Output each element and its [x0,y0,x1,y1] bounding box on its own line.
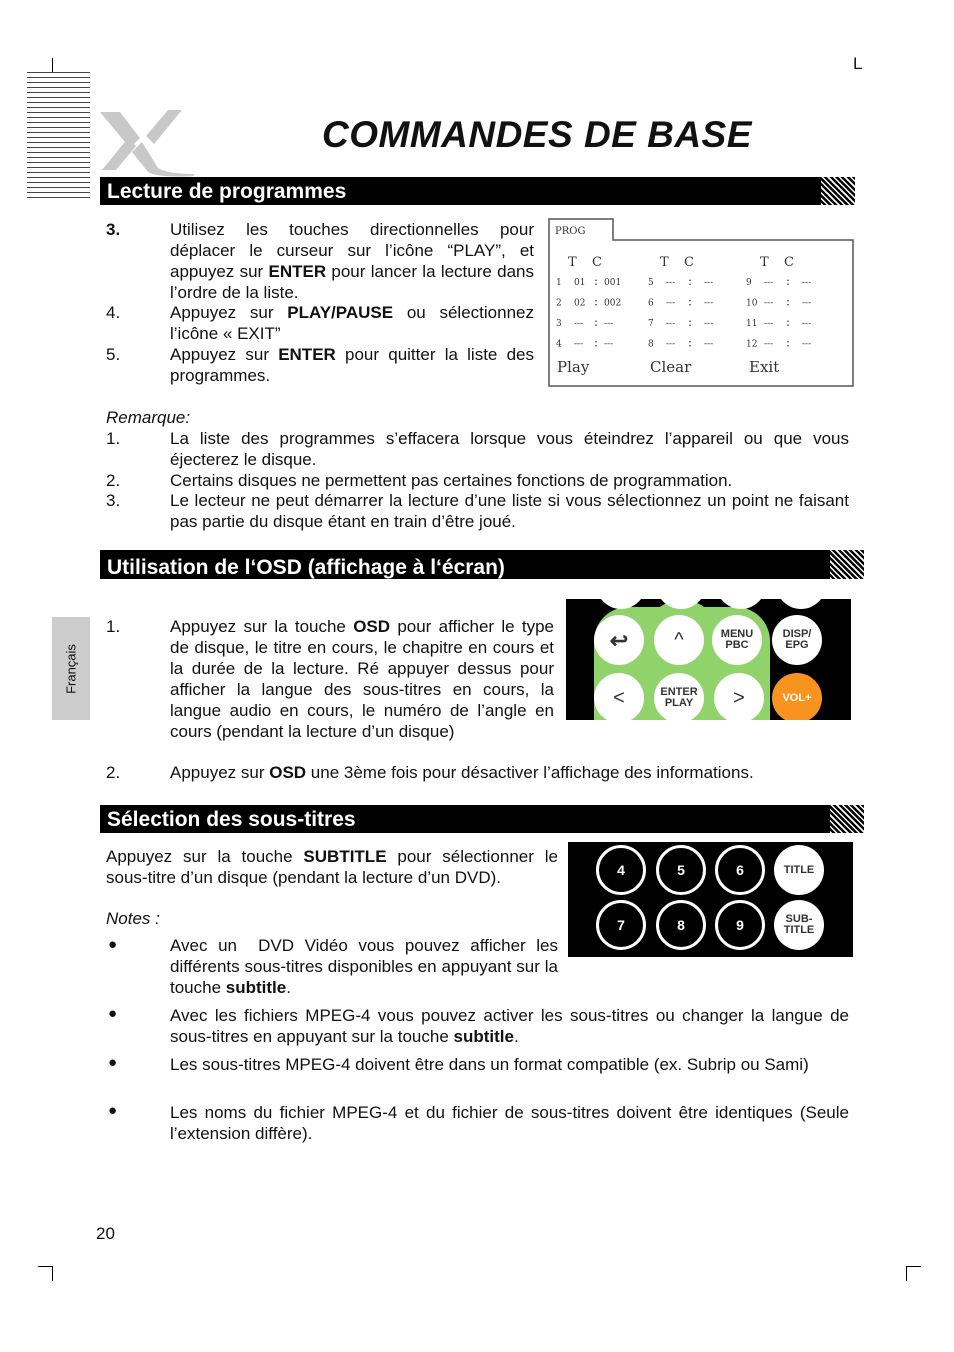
return-icon: ↩ [594,615,644,665]
svg-text:C: C [684,255,694,270]
prog-play-button: Play [557,358,590,376]
prog-cell: 8 [648,339,654,350]
step-number: 1. [106,617,121,636]
remark-text: La liste des programmes s’effacera lorsque vous éteindrez l’appareil ou que vous éjecterez le disque. [170,429,849,469]
prog-cell: 002 [604,298,622,309]
right-arrow-button: > [714,673,764,720]
prog-cell: --- [764,298,774,309]
step-text: Appuyez sur PLAY/PAUSE ou sélectionnez l’icône « EXIT” [170,303,534,343]
bullet-icon: ● [108,1102,118,1119]
prog-cell: 7 [648,319,654,329]
page-number: 20 [96,1224,115,1243]
remote-osd-illustration [566,599,851,720]
bullet-icon: ● [108,936,118,953]
prog-cell: 11 [746,319,758,329]
prog-separator: : [594,274,599,288]
up-arrow-button: ^ [654,615,704,665]
bullet-icon: ● [108,1054,118,1071]
crop-mark-bottom-right [906,1266,921,1281]
prog-separator: : [594,335,599,350]
step-text: Appuyez sur OSD une 3ème fois pour désactiver l’affichage des informations. [170,763,754,782]
prog-cell: --- [704,319,714,329]
page-title: COMMANDES DE BASE [322,114,752,155]
number-4-button: 4 [596,845,646,895]
prog-cell: --- [802,298,812,309]
step-number: 2. [106,763,121,782]
prog-separator: : [786,335,791,350]
section-hatch [830,805,864,833]
corner-mark: L [853,54,863,73]
prog-separator: : [688,274,693,288]
step-number: 5. [106,345,121,364]
prog-cell: 6 [648,298,654,309]
bullet-text: Avec les fichiers MPEG-4 vous pouvez activer les sous-titres ou changer la langue de sous-titres en appuyant sur la touche subtitle. [170,1006,849,1046]
prog-cell: --- [802,339,812,350]
prog-cell: 10 [746,298,758,309]
prog-tab-label: PROG [555,226,586,237]
step-text: Utilisez les touches directionnelles pour déplacer le curseur sur l’icône “PLAY”, et appuyez sur ENTER pour lancer la lecture dans l’ordre de la liste. [170,220,535,302]
prog-separator: : [594,294,599,309]
number-5-button: 5 [656,845,706,895]
section-title-subtitles: Sélection des sous-titres [100,805,864,833]
svg-text:C: C [592,255,602,270]
prog-cell: --- [666,339,676,350]
disp-epg-button: DISP/ EPG [772,615,822,665]
section-title-osd: Utilisation de l‘OSD (affichage à l‘écran) [100,550,864,579]
prog-cell: --- [802,319,812,329]
remark-label: Remarque: [106,408,191,427]
section-hatch [830,550,864,579]
prog-cell: --- [764,278,774,288]
remark-text: Certains disques ne permettent pas certaines fonctions de programmation. [170,471,733,490]
menu-pbc-button: MENU PBC [712,615,762,665]
prog-separator: : [786,274,791,288]
left-arrow-button: < [594,673,644,720]
vol-plus-button: VOL+ [772,673,822,720]
step-text: Appuyez sur la touche OSD pour afficher le type de disque, le titre en cours, le chapitre en cours et la durée de la lecture. Ré appuyer dessus pour afficher la langue des sous-titres en cours, la langue audio en cours, le numéro de l’angle en cours (pendant la lecture d’un disque) [170,617,554,741]
prog-cell: --- [574,319,584,329]
prog-cell: 9 [746,278,752,288]
prog-exit-button: Exit [749,358,780,376]
number-8-button: 8 [656,900,706,950]
header-stripes [27,72,90,200]
prog-cell: --- [666,319,676,329]
remark-number: 3. [106,491,121,510]
notes-label: Notes : [106,909,160,928]
step-text: Appuyez sur ENTER pour quitter la liste des programmes. [170,345,534,385]
section-title-programmes: Lecture de programmes [100,177,855,205]
svg-text:C: C [784,255,794,270]
remark-number: 2. [106,471,121,490]
prog-separator: : [688,315,693,329]
prog-cell: 02 [574,298,586,309]
step-number: 3. [106,220,121,239]
prog-cell: 4 [556,339,562,350]
bullet-text: Les noms du fichier MPEG-4 et du fichier de sous-titres doivent être identiques (Seule l’extension diffère). [170,1103,849,1143]
prog-cell: 12 [746,339,758,350]
prog-cell: --- [604,319,614,329]
prog-separator: : [688,294,693,309]
enter-play-button: ENTER PLAY [654,673,704,720]
crop-mark-bottom-left [38,1266,53,1281]
section-hatch [821,177,855,205]
brand-x-logo-icon [98,108,198,178]
remote-subtitle-illustration [568,842,853,957]
prog-clear-button: Clear [650,358,692,376]
prog-cell: 01 [574,278,586,288]
prog-cell: 5 [648,278,654,288]
prog-cell: --- [666,298,676,309]
remark-number: 1. [106,429,121,448]
prog-separator: : [688,335,693,350]
number-7-button: 7 [596,900,646,950]
prog-cell: --- [604,339,614,350]
prog-cell: --- [764,319,774,329]
prog-cell: --- [764,339,774,350]
prog-cell: --- [574,339,584,350]
subtitle-button: SUB- TITLE [774,900,824,950]
step-number: 4. [106,303,121,322]
prog-cell: --- [704,339,714,350]
prog-cell: 2 [556,298,562,309]
prog-separator: : [786,294,791,309]
language-tab: Français [52,617,90,720]
crop-mark-top-left [38,58,53,73]
prog-cell: 001 [604,278,622,288]
prog-cell: 3 [556,319,562,329]
prog-cell: --- [802,278,812,288]
bullet-text: Les sous-titres MPEG-4 doivent être dans un format compatible (ex. Subrip ou Sami) [170,1055,809,1074]
prog-separator: : [594,315,599,329]
svg-text:T: T [760,255,769,270]
bullet-icon: ● [108,1005,118,1022]
svg-text:T: T [568,255,577,270]
program-list-screen [548,218,854,388]
subtitle-intro: Appuyez sur la touche SUBTITLE pour sélectionner le sous-titre d’un disque (pendant la lecture d’un DVD). [106,847,558,887]
prog-cell: --- [666,278,676,288]
top-partial-button [776,599,826,609]
remark-text: Le lecteur ne peut démarrer la lecture d’une liste si vous sélectionnez un point ne faisant pas partie du disque étant en train d’être joué. [170,491,849,531]
title-button: TITLE [774,845,824,895]
bullet-text: Avec un DVD Vidéo vous pouvez afficher les différents sous-titres disponibles en appuyant sur la touche subtitle. [170,936,558,997]
prog-separator: : [786,315,791,329]
prog-cell: --- [704,298,714,309]
number-6-button: 6 [715,845,765,895]
svg-text:T: T [660,255,669,270]
prog-cell: --- [704,278,714,288]
prog-cell: 1 [556,278,562,288]
number-9-button: 9 [715,900,765,950]
